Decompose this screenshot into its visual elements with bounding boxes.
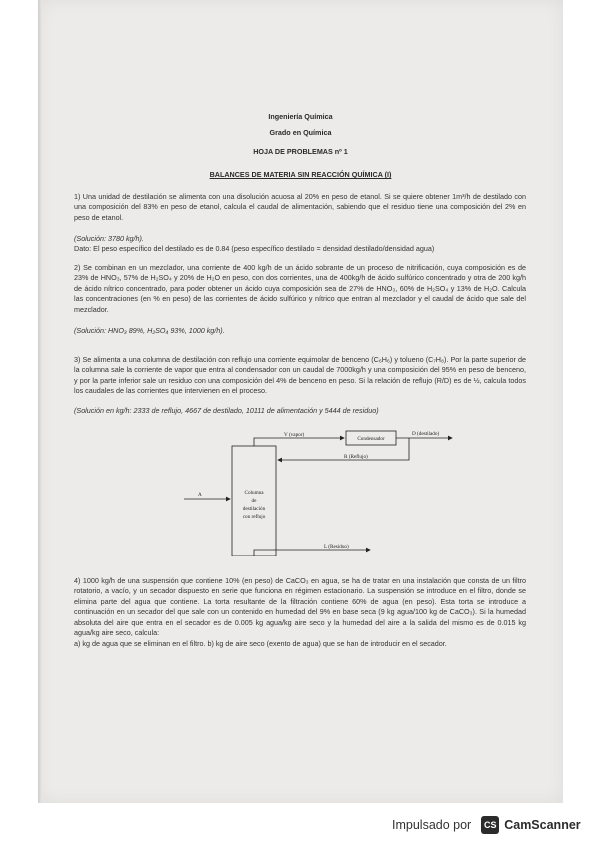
problem-1-note: Dato: El peso específico del destilado es de 0.84 (peso específico destilado = densidad destilado/densidad agua) — [74, 244, 435, 253]
camscanner-footer — [392, 816, 581, 834]
distillation-diagram — [184, 426, 484, 556]
condenser-label: Condensador — [357, 436, 385, 442]
camscanner-logo-icon: CS — [481, 816, 499, 834]
header-line-2: Grado en Química — [269, 128, 332, 137]
problem-1-solution: (Solución: 3780 kg/h). — [74, 234, 144, 243]
feed-label: A — [198, 492, 202, 498]
reflux-label: R (Reflujo) — [344, 454, 368, 460]
residue-stream — [254, 550, 370, 556]
column-label-2: de — [251, 498, 257, 504]
problem-2-solution: (Solución: HNO₃ 89%, H₂SO₄ 93%, 1000 kg/h). — [74, 326, 225, 335]
column-label-3: destilación — [242, 506, 266, 512]
scanned-page — [38, 0, 563, 803]
distillate-label: D (destilado) — [412, 431, 440, 437]
header-line-1: Ingeniería Química — [268, 112, 333, 121]
problem-4-text: 4) 1000 kg/h de una suspensión que contiene 10% (en peso) de CaCO₃ en agua, se ha de tratar en una instalación que consta de un filtro rotatorio, a vacío, y un secador dispuesto en serie que funciona en régimen estacionario. La suspensión se introduce en el filtro, donde se elimina parte del agua que contiene. La torta resultante de la filtración contiene 60% de agua (en peso). Esta torta se introduce a continuación en un secador del que sale con un contenido en humedad del 9% en base seca (9 kg agua/100 kg de CaCO₃). Si la humedad absoluta del aire que entra en el secador es de 0.005 kg agua/kg aire seco y la humedad del aire a la salida del mismo es de 0.015 kg agua/kg aire seco, calcula: — [74, 576, 526, 638]
powered-by-text: Impulsado por — [392, 818, 472, 832]
page-title: BALANCES DE MATERIA SIN REACCIÓN QUÍMICA (I) — [209, 170, 392, 179]
problem-1-text: 1) Una unidad de destilación se alimenta con una disolución acuosa al 20% en peso de etanol. Si se quiere obtener 1m³/h de destilado con una composición del 83% en peso de etanol, calcula el caudal de alimentación, sabiendo que el residuo tiene una composición del 2% en peso de etanol. — [74, 192, 526, 222]
problem-4-questions: a) kg de agua que se eliminan en el filtro. b) kg de aire seco (exento de agua) que se han de introducir en el secador. — [74, 639, 447, 648]
column-label-4: con reflujo — [242, 514, 266, 520]
column-label-1: Columna — [244, 490, 264, 496]
residue-label: L (Residuo) — [324, 544, 349, 550]
header-line-3: HOJA DE PROBLEMAS nº 1 — [253, 147, 348, 156]
vapor-stream — [254, 438, 344, 446]
problem-3-text: 3) Se alimenta a una columna de destilación con reflujo una corriente equimolar de benceno (C₆H₆) y tolueno (C₇H₈). Por la parte superior de la columna sale la corriente de vapor que entra al condensador con un caudal de 7000kg/h y una composición del 95% en peso de benceno, y por la parte inferior sale un residuo con una composición del 4% de benceno en peso. Si la relación de reflujo (R/D) es de ½, calcula todos los caudales de las corrientes que intervienen en el proceso. — [74, 355, 526, 396]
camscanner-brand: CamScanner — [504, 818, 581, 832]
problem-2-text: 2) Se combinan en un mezclador, una corriente de 400 kg/h de un ácido sobrante de un proceso de nitrificación, cuya composición es de 23% de HNO₃, 57% de H₂SO₄ y 20% de H₂O en peso, con dos corrientes, una de 400kg/h de ácido sulfúrico concentrado y otra de 200 kg/h de ácido nítrico concentrado, para poder obtener un ácido cuya composición sea de 27% de HNO₃, 60% de H₂SO₄ y 13% de H₂O. Calcula las concentraciones (en % en peso) de las corrientes de ácido sulfúrico y nítrico que entran al mezclador y el caudal de ácido que sale del mezclador. — [74, 263, 526, 314]
problem-3-solution: (Solución en kg/h: 2333 de reflujo, 4667 de destilado, 10111 de alimentación y 5444 de residuo) — [74, 406, 379, 415]
vapor-label: V (vapor) — [284, 432, 305, 438]
